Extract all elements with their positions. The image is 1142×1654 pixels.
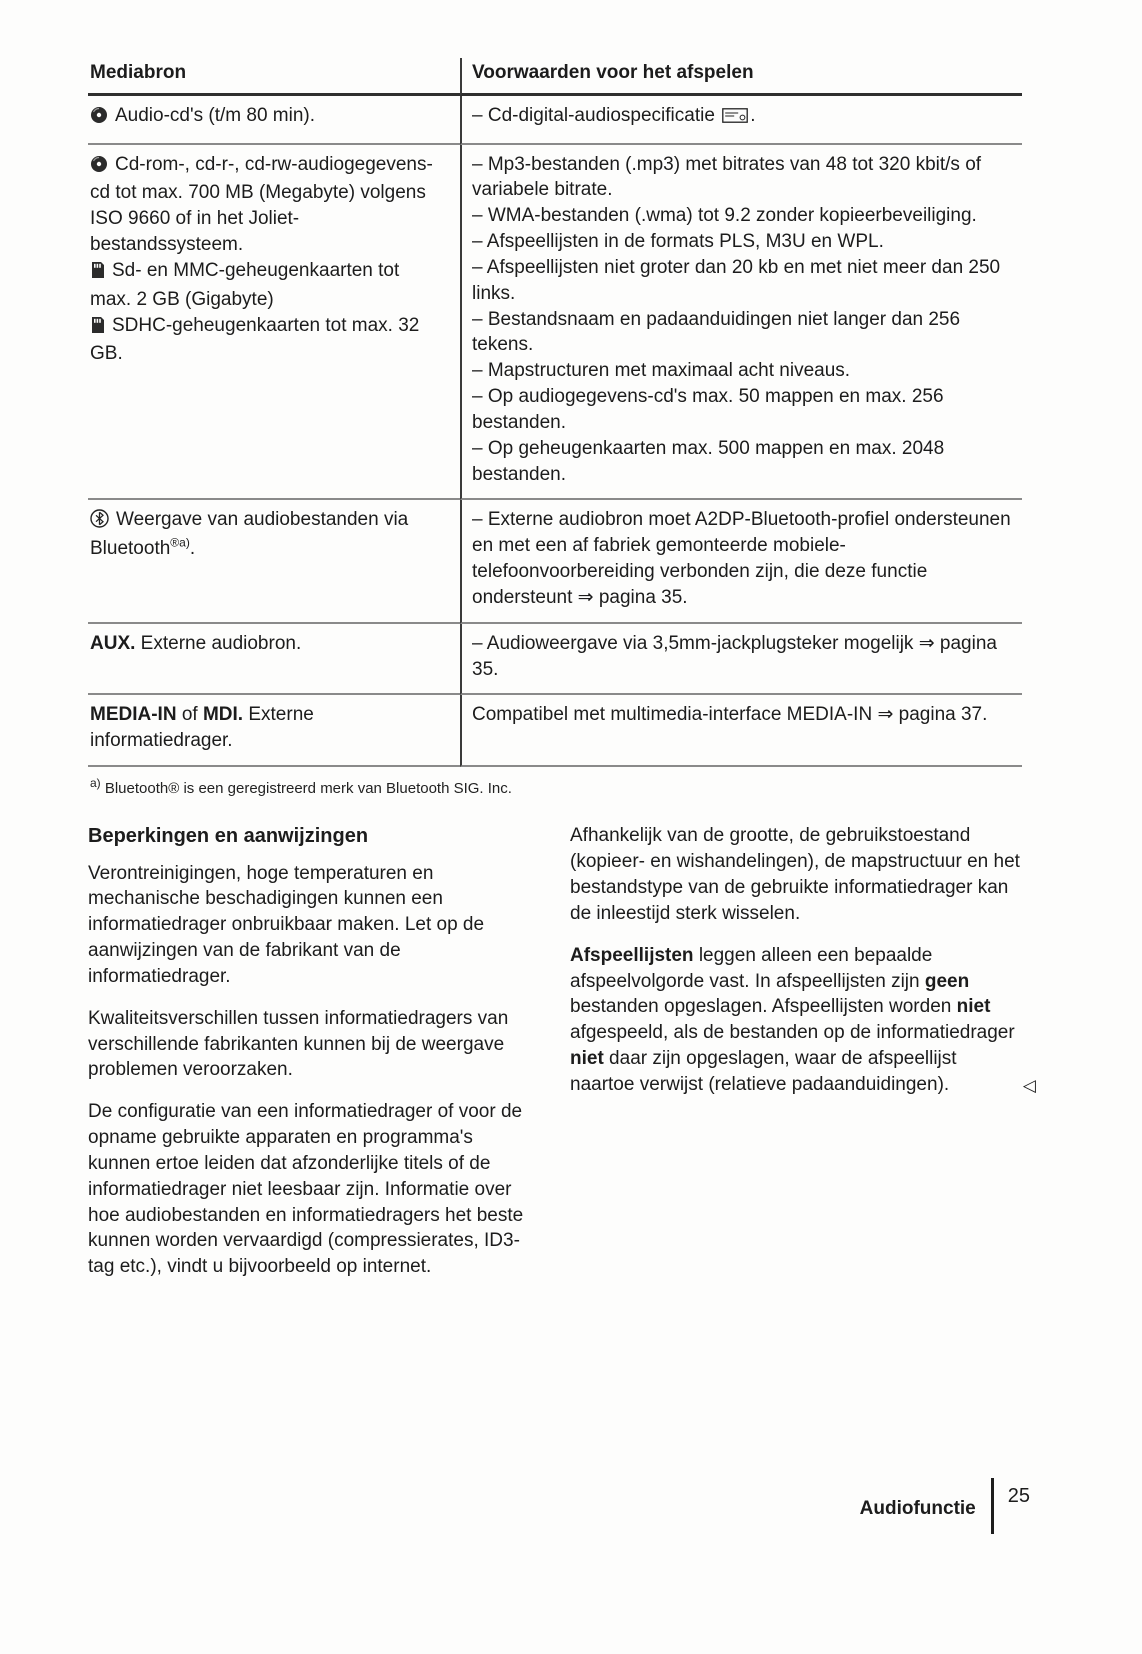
media-item-label: AUX.	[90, 632, 136, 654]
body-columns	[88, 823, 1036, 1296]
condition-line: – Bestandsnaam en padaanduidingen niet langer dan 256 tekens.	[472, 308, 961, 356]
condition-line: – Afspeellijsten niet groter dan 20 kb en met niet meer dan 250 links.	[472, 256, 1001, 304]
media-source-table	[88, 58, 1022, 767]
body-bold-text: Afspeellijsten	[570, 944, 694, 966]
media-item-text: Externe audiobron.	[135, 632, 302, 654]
media-item-label: MEDIA-IN	[90, 704, 177, 726]
sdhc-card-icon	[90, 316, 105, 342]
media-item-text: .	[189, 538, 196, 560]
footnote-marker: a)	[90, 776, 101, 791]
cell-media-audio-cd	[88, 96, 460, 145]
condition-line: – Op audiogegevens-cd's max. 50 mappen en max. 256 bestanden.	[472, 386, 944, 433]
condition-line: – Audioweergave via 3,5mm-jackplugsteker mogelijk ⇒ pagina 35.	[472, 632, 997, 680]
media-item	[90, 103, 442, 132]
condition-line: – Afspeellijsten in de formats PLS, M3U en WPL.	[472, 231, 884, 253]
cd-disc-icon	[90, 155, 108, 181]
body-paragraph: De configuratie van een informatiedrager of voor de opname gebruikte apparaten en programma's kunnen ertoe leiden dat afzonderlijke titels of de informatiedrager niet leesbaar zijn. Informatie over hoe audiobestanden en informatiedragers het beste kunnen worden vervaardigd (compressierates, ID3-tag etc.), vindt u bijvoorbeeld op internet.	[88, 1101, 524, 1278]
cd-digital-audio-logo-icon	[722, 105, 748, 131]
section-heading: Beperkingen en aanwijzingen	[88, 825, 369, 848]
right-column	[570, 823, 1036, 1296]
sd-card-icon	[90, 261, 105, 287]
body-paragraph: Verontreinigingen, hoge temperaturen en mechanische beschadigingen kunnen een informatiedrager onbruikbaar maken. Let op de aanwijzingen van de fabrikant van de informatiedrager.	[88, 862, 485, 987]
condition-line: – Mapstructuren met maximaal acht niveaus.	[472, 360, 851, 382]
media-item-text: Sd- en MMC-geheugenkaarten tot max. 2 GB (Gigabyte)	[90, 259, 400, 310]
body-bold-text: niet	[956, 996, 991, 1018]
body-text: daar zijn opgeslagen, waar de afspeellijst naartoe verwijst (relatieve padaanduidingen).	[570, 1048, 957, 1095]
cell-conditions-aux	[460, 624, 1022, 696]
cd-disc-icon	[90, 106, 108, 132]
media-item	[90, 258, 442, 313]
body-paragraph: Afhankelijk van de grootte, de gebruikstoestand (kopieer- en wishandelingen), de mapstructuur en het bestandstype van de gebruikte informatiedrager kan de inleestijd sterk wisselen.	[570, 825, 1020, 924]
cell-conditions-media-in	[460, 695, 1022, 767]
footer-section-label: Audiofunctie	[859, 1498, 976, 1520]
cell-media-aux	[88, 624, 460, 696]
media-item-text: Cd-rom-, cd-r-, cd-rw-audiogegevens-cd tot max. 700 MB (Megabyte) volgens ISO 9660 of in het Joliet-bestandssysteem.	[90, 153, 433, 256]
body-bold-text: geen	[924, 970, 970, 992]
body-text: bestanden opgeslagen. Afspeellijsten worden	[570, 996, 957, 1018]
table-footnote	[90, 776, 1022, 799]
section-end-marker-icon: ◁	[1022, 1075, 1036, 1095]
footnote-text: Bluetooth® is een geregistreerd merk van Bluetooth SIG. Inc.	[104, 780, 512, 798]
left-column	[88, 823, 536, 1296]
body-text: leggen alleen een bepaalde afspeelvolgorde vast. In afspeellijsten zijn	[570, 944, 933, 992]
media-item	[90, 702, 442, 754]
body-text: afgespeeld, als de bestanden op de informatiedrager	[570, 1022, 1015, 1044]
bluetooth-icon	[90, 509, 109, 536]
condition-line	[472, 103, 1016, 131]
condition-line: Compatibel met multimedia-interface MEDIA-IN ⇒ pagina 37.	[472, 704, 988, 726]
media-item-text: SDHC-geheugenkaarten tot max. 32 GB.	[90, 314, 420, 365]
footnote-reference: ®a)	[170, 535, 190, 550]
cell-conditions-discs-cards	[460, 145, 1022, 501]
cell-media-discs-cards	[88, 145, 460, 501]
page-number: 25	[1007, 1485, 1030, 1507]
condition-text: .	[750, 104, 756, 126]
body-bold-text: niet	[570, 1048, 604, 1070]
col-header-mediabron: Mediabron	[88, 58, 460, 96]
media-item-label: MDI.	[202, 704, 244, 726]
media-item-text: Audio-cd's (t/m 80 min).	[115, 104, 316, 126]
media-item-text: Weergave van audiobestanden via Bluetooth	[90, 509, 409, 560]
page-content	[88, 58, 1036, 1296]
page-footer	[690, 1478, 1030, 1534]
condition-line: – Mp3-bestanden (.mp3) met bitrates van 48 tot 320 kbit/s of variabele bitrate.	[472, 153, 982, 201]
cell-conditions-audio-cd	[460, 96, 1022, 145]
media-item	[90, 631, 442, 657]
media-item	[90, 313, 442, 368]
condition-line: – WMA-bestanden (.wma) tot 9.2 zonder kopieerbeveiliging.	[472, 205, 977, 227]
body-paragraph: Kwaliteitsverschillen tussen informatiedragers van verschillende fabrikanten kunnen bij de weergave problemen veroorzaken.	[88, 1007, 509, 1081]
condition-text: – Cd-digital-audiospecificatie	[472, 104, 721, 126]
media-item-text: Externe informatiedrager.	[90, 704, 314, 752]
body-paragraph	[570, 943, 1036, 1098]
footer-divider	[991, 1478, 994, 1534]
media-item	[90, 507, 442, 562]
media-item	[90, 152, 442, 258]
cell-media-media-in	[88, 695, 460, 767]
condition-line: – Externe audiobron moet A2DP-Bluetooth-profiel ondersteunen en met een af fabriek gemonteerde mobiele-telefoonvoorbereiding verbonden zijn, die deze functie ondersteunt ⇒ pagina 35.	[472, 509, 1011, 608]
col-header-voorwaarden: Voorwaarden voor het afspelen	[460, 58, 1022, 96]
cell-media-bluetooth	[88, 500, 460, 623]
condition-line: – Op geheugenkaarten max. 500 mappen en max. 2048 bestanden.	[472, 437, 945, 485]
cell-conditions-bluetooth	[460, 500, 1022, 623]
media-item-text: of	[176, 704, 203, 726]
